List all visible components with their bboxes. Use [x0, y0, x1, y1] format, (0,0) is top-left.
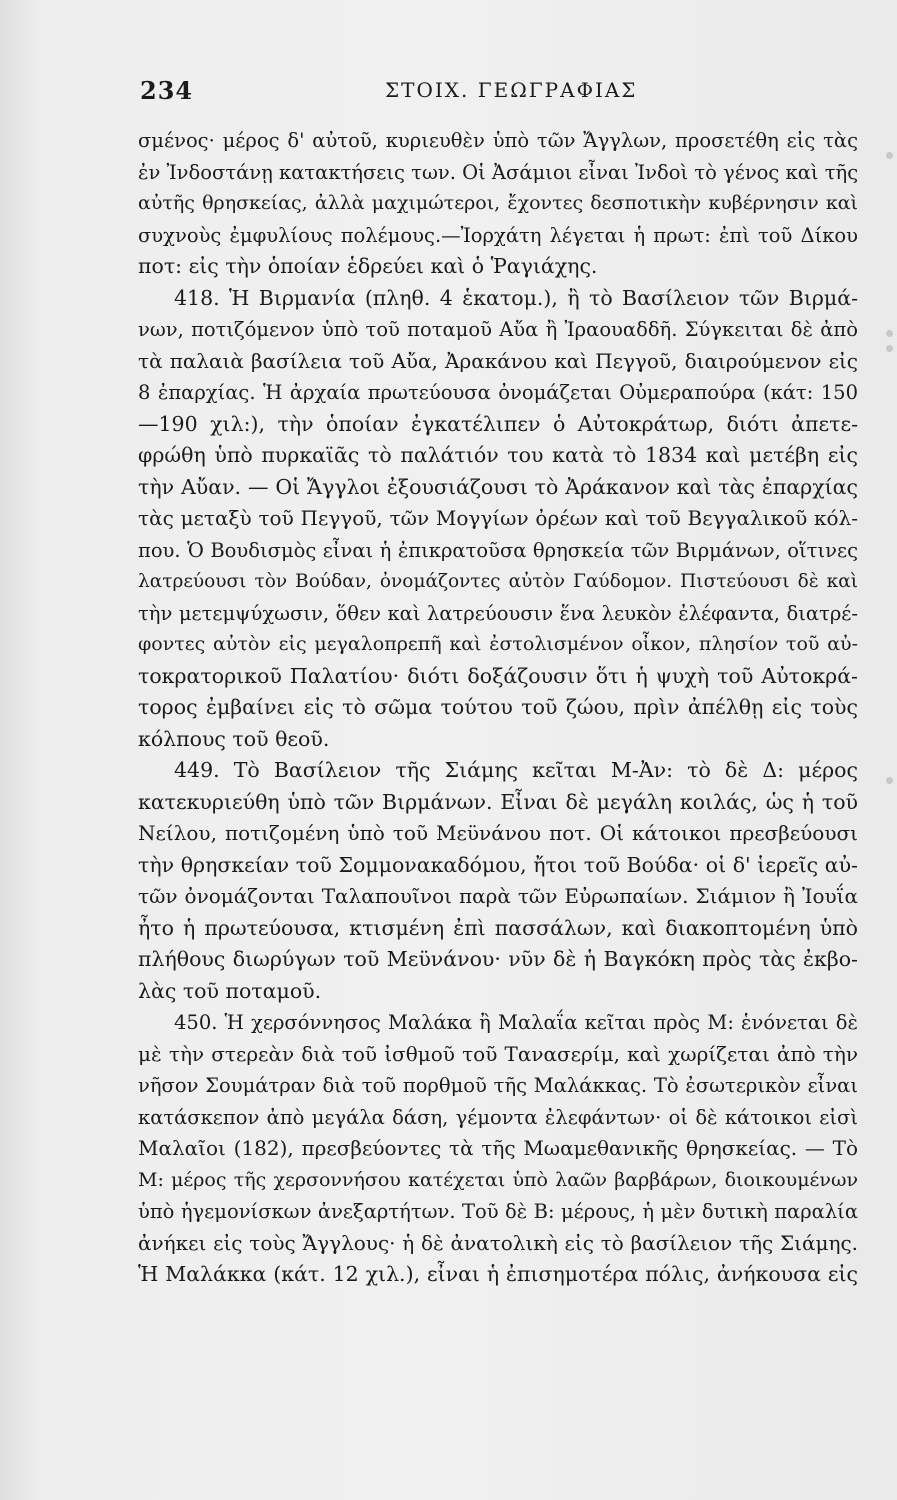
- text-line: κατεκυριεύθη ὑπὸ τῶν Βιρμάνων. Εἶναι δὲ μεγάλη κοιλάς, ὡς ἡ τοῦ: [138, 789, 858, 814]
- text-line: 450. Ἡ χερσόννησος Μαλάκα ἢ Μαλαΐα κεῖται πρὸς Μ: ἑνόνεται δὲ: [174, 1011, 858, 1034]
- text-line: τορος ἐμβαίνει εἰς τὸ σῶμα τούτου τοῦ ζώου, πρὶν ἀπέλθῃ εἰς τοὺς: [138, 695, 858, 719]
- text-line: νῆσον Σουμάτραν διὰ τοῦ πορθμοῦ τῆς Μαλάκκας. Τὸ ἐσωτερικὸν εἶναι: [138, 1074, 858, 1097]
- text-line: ἦτο ἡ πρωτεύουσα, κτισμένη ἐπὶ πασσάλων, καὶ διακοπτομένη ὑπὸ: [138, 915, 858, 940]
- text-line: 8 ἐπαρχίας. Ἡ ἀρχαία πρωτεύουσα ὀνομάζεται Οὐμεραπούρα (κάτ: 150: [138, 381, 858, 404]
- margin-speck: [886, 345, 893, 352]
- text-line: αὐτῆς θρησκείας, ἀλλὰ μαχιμώτεροι, ἔχοντες δεσποτικὴν κυβέρνησιν καὶ: [138, 192, 858, 214]
- text-line: νων, ποτιζόμενον ὑπὸ τοῦ ποταμοῦ Αὔα ἢ Ἰραουαδδῆ. Σύγκειται δὲ ἀπὸ: [138, 318, 858, 341]
- text-line: τὴν θρησκείαν τοῦ Σομμονακαδόμου, ἤτοι τοῦ Βούδα· οἱ δ' ἱερεῖς αὐ-: [138, 852, 858, 877]
- text-line: τὰ παλαιὰ βασίλεια τοῦ Αὔα, Ἀρακάνου καὶ Πεγγοῦ, διαιρούμενον εἰς: [138, 348, 858, 373]
- text-line: πλήθους διωρύγων τοῦ Μεϋνάνου· νῦν δὲ ἡ Βαγκόκη πρὸς τὰς ἐκβο-: [138, 947, 858, 971]
- text-line: —190 χιλ:), τὴν ὁποίαν ἐγκατέλιπεν ὁ Αὐτοκράτωρ, διότι ἀπετε-: [138, 411, 858, 436]
- text-line: τὰς μεταξὺ τοῦ Πεγγοῦ, τῶν Μογγίων ὀρέων καὶ τοῦ Βεγγαλικοῦ κόλ-: [138, 506, 858, 530]
- text-line: ὑπὸ ἡγεμονίσκων ἀνεξαρτήτων. Τοῦ δὲ Β: μέρους, ἡ μὲν δυτικὴ παραλία: [138, 1200, 858, 1223]
- body-text: [138, 125, 858, 1291]
- text-line: τοκρατορικοῦ Παλατίου· διότι δοξάζουσιν ὅτι ἡ ψυχὴ τοῦ Αὐτοκρά-: [138, 663, 858, 688]
- text-line: ἐν Ἰνδοστάνῃ κατακτήσεις των. Οἱ Ἀσάμιοι εἶναι Ἰνδοὶ τὸ γένος καὶ τῆς: [138, 160, 859, 184]
- text-line: σμένος· μέρος δ' αὐτοῦ, κυριευθὲν ὑπὸ τῶν Ἄγγλων, προσετέθη εἰς τὰς: [138, 129, 858, 152]
- text-line: λὰς τοῦ ποταμοῦ.: [138, 978, 322, 1003]
- text-line: ποτ: εἰς τὴν ὁποίαν ἑδρεύει καὶ ὁ Ῥαγιάχης.: [138, 254, 598, 278]
- text-line: Μαλαῖοι (182), πρεσβεύοντες τὰ τῆς Μωαμεθανικῆς θρησκείας. — Τὸ: [138, 1136, 858, 1160]
- margin-speck: [886, 330, 893, 337]
- text-line: συχνοὺς ἐμφυλίους πολέμους.—Ἰορχάτη λέγεται ἡ πρωτ: ἐπὶ τοῦ Δίκου: [138, 223, 858, 247]
- running-head: ΣΤΟΙΧ. ΓΕΩΓΡΑΦΙΑΣ: [385, 78, 638, 102]
- text-line: 449. Τὸ Βασίλειον τῆς Σιάμης κεῖται Μ-Ἀν: τὸ δὲ Δ: μέρος: [174, 758, 858, 782]
- text-line: τὴν μετεμψύχωσιν, ὅθεν καὶ λατρεύουσιν ἕνα λευκὸν ἐλέφαντα, διατρέ-: [138, 601, 858, 625]
- text-line: φοντες αὐτὸν εἰς μεγαλοπρεπῆ καὶ ἐστολισμένον οἶκον, πλησίον τοῦ αὐ-: [138, 633, 858, 655]
- text-line: κατάσκεπον ἀπὸ μεγάλα δάση, γέμοντα ἐλεφάντων· οἱ δὲ κάτοικοι εἰσὶ: [138, 1105, 858, 1129]
- text-line: λατρεύουσι τὸν Βούδαν, ὀνομάζοντες αὐτὸν Γαύδομον. Πιστεύουσι δὲ καὶ: [138, 571, 858, 592]
- text-line: τὴν Αὔαν. — Οἱ Ἄγγλοι ἐξουσιάζουσι τὸ Ἀράκανον καὶ τὰς ἐπαρχίας: [138, 474, 858, 499]
- text-line: φρώθη ὑπὸ πυρκαϊᾶς τὸ παλάτιόν του κατὰ τὸ 1834 καὶ μετέβη εἰς: [138, 443, 858, 467]
- margin-speck: [886, 152, 893, 159]
- text-line: κόλπους τοῦ θεοῦ.: [138, 726, 330, 751]
- text-line: Ἡ Μαλάκκα (κάτ. 12 χιλ.), εἶναι ἡ ἐπισημοτέρα πόλις, ἀνήκουσα εἰς: [138, 1262, 858, 1286]
- text-line: τῶν ὀνομάζονται Ταλαπουῖνοι παρὰ τῶν Εὐρωπαίων. Σιάμιον ἢ Ἰουΐα: [138, 884, 858, 908]
- text-line: μὲ τὴν στερεὰν διὰ τοῦ ἰσθμοῦ τοῦ Τανασερίμ, καὶ χωρίζεται ἀπὸ τὴν: [138, 1041, 858, 1066]
- page-header: [140, 68, 860, 108]
- margin-speck: [886, 777, 893, 784]
- text-line: 418. Ἡ Βιρμανία (πληθ. 4 ἑκατομ.), ἢ τὸ Βασίλειον τῶν Βιρμά-: [174, 285, 858, 310]
- text-line: Νείλου, ποτιζομένη ὑπὸ τοῦ Μεϋνάνου ποτ. Οἱ κάτοικοι πρεσβεύουσι: [138, 821, 858, 845]
- text-line: Μ: μέρος τῆς χερσοννήσου κατέχεται ὑπὸ λαῶν βαρβάρων, διοικουμένων: [138, 1168, 858, 1191]
- text-line: που. Ὁ Βουδισμὸς εἶναι ἡ ἐπικρατοῦσα θρησκεία τῶν Βιρμάνων, οἵτινες: [138, 538, 858, 562]
- text-line: ἀνήκει εἰς τοὺς Ἄγγλους· ἡ δὲ ἀνατολικὴ εἰς τὸ βασίλειον τῆς Σιάμης.: [138, 1230, 858, 1255]
- page-number: 234: [140, 76, 194, 105]
